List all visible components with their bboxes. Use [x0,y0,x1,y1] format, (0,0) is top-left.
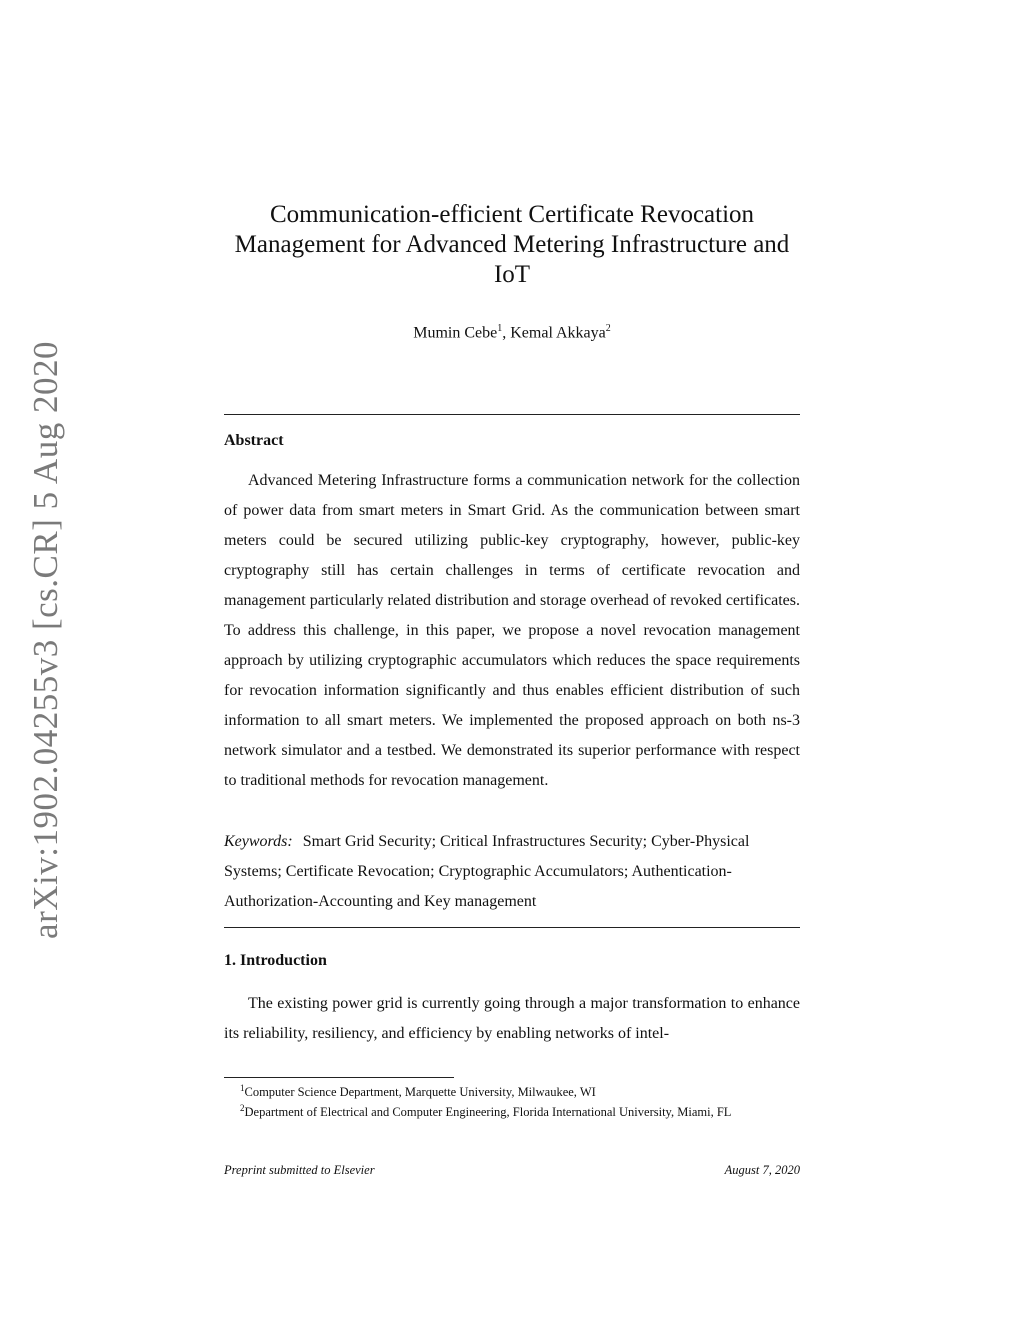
footnote-mark: 1 [240,1083,245,1093]
footnote [224,1100,800,1120]
paper-title: Communication-efficient Certificate Revocation Management for Advanced Metering Infrastructure and IoT [234,201,790,288]
author-list [220,318,804,344]
abstract-body: Advanced Metering Infrastructure forms a communication network for the collection of power data from smart meters in Smart Grid. As the communication between smart meters could be secured utilizing public-key cryptography, however, public-key cryptography still has certain challenges in terms of certificate revocation and management particularly related distribution and storage overhead of revoked certificates. To address this challenge, in this paper, we propose a novel revocation management approach by utilizing cryptographic accumulators which reduces the space requirements for revocation information significantly and thus enables efficient distribution of such information to all smart meters. We implemented the proposed approach on both ns-3 network simulator and a testbed. We demonstrated its superior performance with respect to traditional methods for revocation management. [224,472,800,789]
introduction-heading: 1. Introduction [224,952,327,969]
footnotes [224,1080,800,1120]
footer-journal: Preprint submitted to Elsevier [224,1163,375,1177]
footnote-mark: 2 [240,1103,245,1114]
author-affiliation-mark: 2 [605,323,611,334]
keywords-label: Keywords: [224,833,293,850]
footnote-text: Department of Electrical and Computer Engineering, Florida International University, Miami, FL [244,1105,732,1120]
footer-date: August 7, 2020 [724,1163,800,1177]
author-separator: , [502,324,511,342]
author-name: Kemal Akkaya [510,324,606,342]
author-affiliation-mark: 1 [497,323,503,334]
keywords [224,827,800,917]
introduction-body: The existing power grid is currently going through a major transformation to enhance its reliability, resiliency, and efficiency by enabling networks of intel- [224,995,800,1042]
page-footer [224,1163,800,1178]
abstract-bottom-rule [224,927,800,928]
author-name: Mumin Cebe [413,324,498,342]
keywords-text: Smart Grid Security; Critical Infrastructures Security; Cyber-Physical Systems; Certificate Revocation; Cryptographic Accumulators; Authentication-Authorization-Accounting and Key management [224,833,750,910]
footnote-text: Computer Science Department, Marquette University, Milwaukee, WI [244,1085,596,1100]
footnote [224,1080,800,1100]
arxiv-identifier-stamp: arXiv:1902.04255v3 [cs.CR] 5 Aug 2020 [26,341,65,939]
footnote-rule [224,1077,454,1078]
abstract-top-rule [224,414,800,415]
abstract-heading: Abstract [224,432,284,449]
